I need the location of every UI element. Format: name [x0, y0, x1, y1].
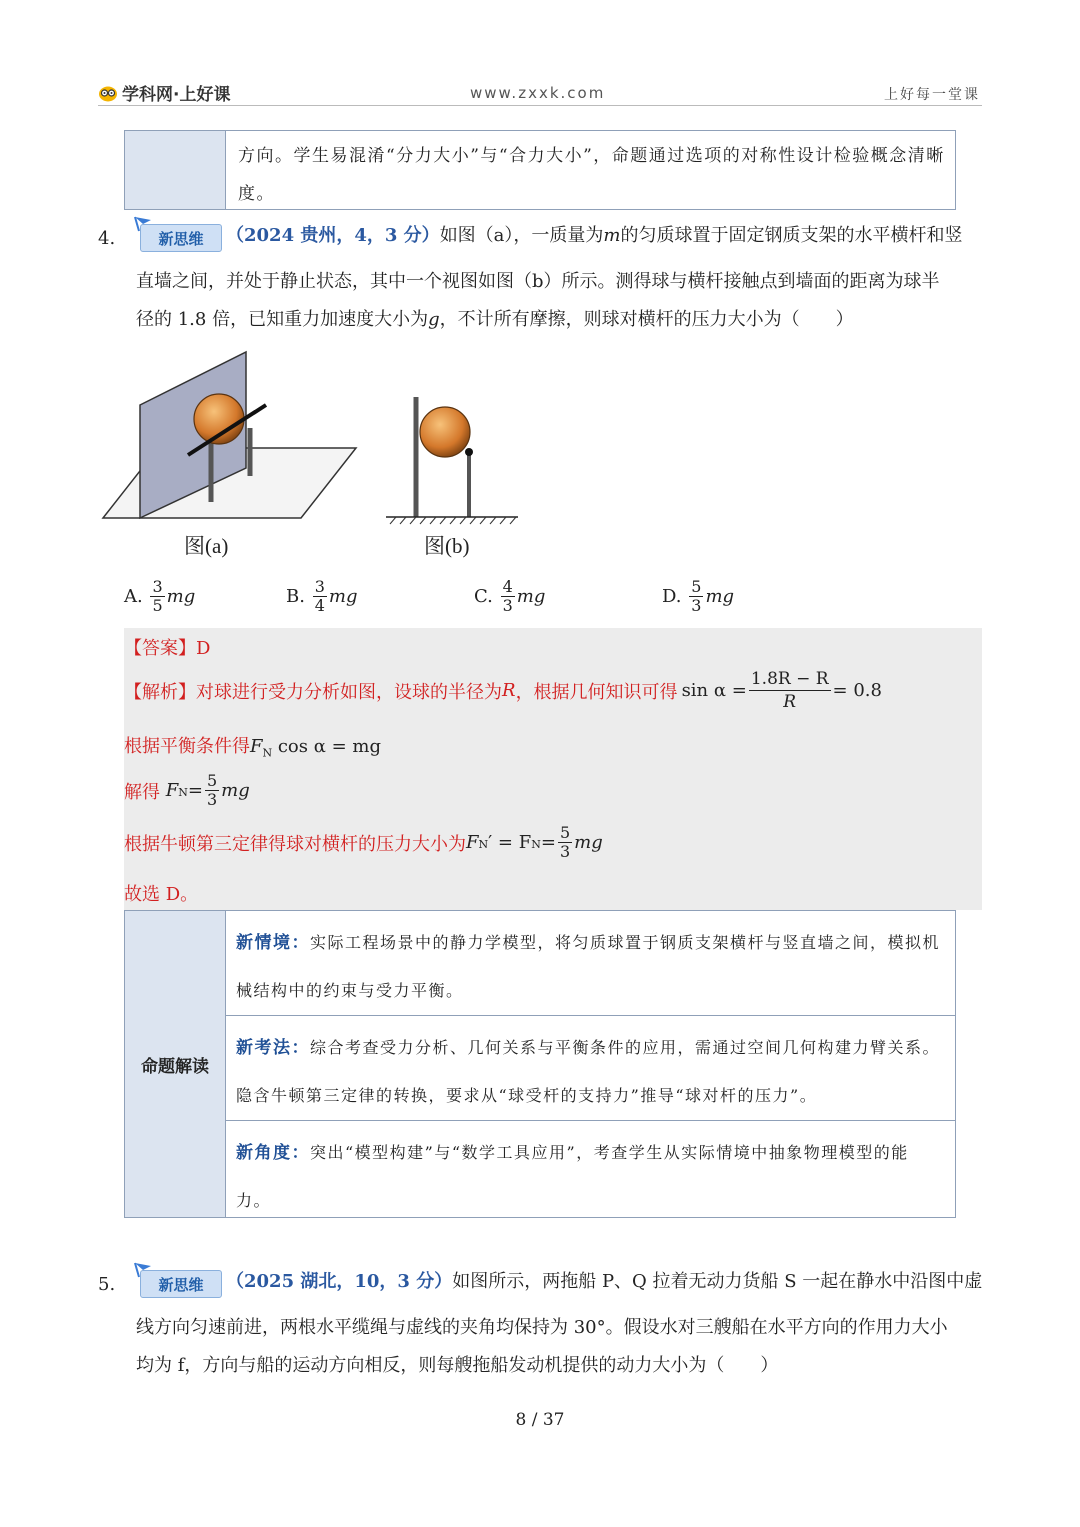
interpretation-row-situation — [226, 911, 955, 1016]
sin-numerator: 1.8R − R — [750, 669, 829, 689]
q5-text-a: 如图所示，两拖船 P、Q 拉着无动力货船 S 一起在静水中沿图中虚 — [452, 1271, 983, 1292]
newton-sub-2: N — [531, 838, 541, 851]
sin-denominator: R — [783, 692, 797, 712]
figure-b-caption: 图(b) — [424, 534, 470, 558]
row-head: 新情境： — [236, 933, 310, 953]
row-head: 新角度： — [236, 1143, 310, 1163]
solve-tail: mg — [221, 780, 250, 801]
option-c-denominator: 3 — [502, 596, 513, 615]
solve-text: 解得 — [124, 781, 160, 803]
balance-F: F — [250, 736, 263, 757]
solve-line — [124, 772, 250, 809]
continuation-box — [124, 130, 956, 210]
interpretation-label: 命题解读 — [125, 911, 226, 1217]
balance-rest: cos α = mg — [272, 736, 381, 757]
solve-fraction — [205, 772, 219, 809]
q4-var-g: g — [428, 309, 440, 330]
solve-sub: N — [178, 786, 188, 799]
solve-eq: = — [187, 780, 203, 801]
analysis-var-R: R — [502, 680, 516, 701]
question-5-badge — [140, 1270, 222, 1298]
question-4-badge — [140, 224, 222, 252]
option-d-numerator: 5 — [691, 577, 702, 596]
newton-fraction — [558, 824, 572, 861]
sin-fraction — [749, 668, 831, 713]
question-5-source: （2025 湖北，10，3 分） — [226, 1271, 453, 1292]
interpretation-rows — [226, 911, 955, 1217]
ball-side — [420, 407, 470, 457]
option-c[interactable] — [474, 578, 662, 615]
solve-F: F — [165, 780, 179, 801]
q4-text-b: 的匀质球置于固定钢质支架的水平横杆和竖 — [620, 225, 963, 246]
ground-hatching — [390, 517, 516, 524]
option-a-denominator: 5 — [152, 596, 163, 615]
solve-numerator: 5 — [206, 771, 218, 790]
question-4-line1 — [226, 216, 986, 256]
flag-icon — [133, 215, 153, 233]
continuation-label-cell — [125, 131, 226, 209]
analysis-text-2: ，根据几何知识可得 — [515, 681, 678, 703]
option-d-tail: mg — [705, 586, 735, 607]
option-b-fraction — [313, 578, 327, 615]
option-a-label: A. — [124, 586, 143, 607]
row-text: 综合考查受力分析、几何关系与平衡条件的应用，需通过空间几何构建力臂关系。隐含牛顿第三定律的转换，要求从“球受杆的支持力”推导“球对杆的压力”。 — [236, 1038, 941, 1105]
newton-line — [124, 824, 603, 861]
sin-result: = 0.8 — [832, 680, 882, 701]
badge-label: 新思维 — [158, 229, 204, 248]
brand-logo — [98, 80, 230, 105]
q4-text-c: 径的 1.8 倍，已知重力加速度大小为 — [136, 309, 429, 330]
brand-logo-text: 学科网·上好课 — [122, 85, 231, 105]
row-text: 实际工程场景中的静力学模型，将匀质球置于钢质支架横杆与竖直墙之间，模拟机械结构中的约束与受力平衡。 — [236, 933, 941, 1000]
figure-a — [98, 350, 368, 525]
solve-denominator: 3 — [206, 790, 218, 809]
option-b-tail: mg — [328, 586, 358, 607]
newton-sub: N — [478, 838, 489, 851]
newton-denominator: 3 — [559, 842, 571, 861]
owl-logo-icon — [98, 84, 118, 102]
newton-numerator: 5 — [559, 823, 571, 842]
option-a[interactable] — [124, 578, 286, 615]
analysis-line — [124, 668, 882, 713]
option-a-fraction — [150, 578, 164, 615]
crossbar-point — [465, 448, 473, 456]
option-d[interactable] — [662, 578, 822, 615]
row-head: 新考法： — [236, 1038, 310, 1058]
option-c-fraction — [501, 578, 515, 615]
newton-prime: ′ = F — [488, 832, 532, 853]
question-5-line1 — [226, 1262, 986, 1302]
site-url: www.zxxk.com — [470, 84, 606, 102]
newton-eq: = — [540, 832, 556, 853]
newton-F: F — [466, 832, 479, 853]
balance-sub: N — [262, 746, 273, 760]
q4-text-d: ，不计所有摩擦，则球对横杆的压力大小为（ ） — [439, 309, 854, 330]
answer-label: 【答案】D — [124, 638, 211, 659]
figure-a-caption: 图(a) — [184, 534, 229, 558]
q4-var-m: m — [603, 225, 621, 246]
option-a-tail: mg — [166, 586, 196, 607]
page-number: 8 / 37 — [515, 1410, 565, 1430]
option-b[interactable] — [286, 578, 474, 615]
option-c-tail: mg — [516, 586, 546, 607]
choose-line: 故选 D。 — [124, 884, 199, 905]
continuation-text: 方向。学生易混淆“分力大小”与“合力大小”，命题通过选项的对称性设计检验概念清晰度。 — [238, 146, 945, 204]
analysis-text: 对球进行受力分析如图，设球的半径为 — [196, 681, 502, 703]
sin-expression: sin α = — [681, 680, 747, 701]
option-b-label: B. — [286, 586, 305, 607]
newton-text: 根据牛顿第三定律得球对横杆的压力大小为 — [124, 833, 466, 855]
option-b-denominator: 4 — [314, 596, 325, 615]
balance-line — [124, 732, 381, 760]
option-d-label: D. — [662, 586, 682, 607]
option-a-numerator: 3 — [152, 577, 163, 596]
q4-text-a: 如图（a），一质量为 — [439, 225, 604, 246]
newton-tail: mg — [574, 832, 603, 853]
question-4-line3 — [136, 300, 986, 340]
flag-icon — [133, 1261, 153, 1279]
interpretation-row-method — [226, 1016, 955, 1121]
badge-label: 新思维 — [158, 1275, 204, 1294]
question-4-source: （2024 贵州，4，3 分） — [226, 225, 440, 246]
question-4-number: 4. — [98, 228, 116, 249]
question-4-line2: 直墙之间，并处于静止状态，其中一个视图如图（b）所示。测得球与横杆接触点到墙面的距离为球半 — [136, 271, 940, 292]
question-5-line3: 均为 f，方向与船的运动方向相反，则每艘拖船发动机提供的动力大小为（ ） — [136, 1355, 779, 1376]
balance-text: 根据平衡条件得 — [124, 736, 250, 757]
interpretation-table — [124, 910, 956, 1218]
option-c-label: C. — [474, 586, 493, 607]
interpretation-row-angle — [226, 1121, 955, 1225]
option-c-numerator: 4 — [502, 577, 513, 596]
question-5-number: 5. — [98, 1274, 116, 1295]
header-divider — [98, 105, 982, 106]
slogan: 上好每一堂课 — [884, 87, 980, 103]
analysis-label: 【解析】 — [124, 681, 196, 703]
figure-b — [384, 392, 520, 527]
option-b-numerator: 3 — [314, 577, 325, 596]
question-4-options — [124, 578, 822, 615]
option-d-denominator: 3 — [691, 596, 702, 615]
row-text: 突出“模型构建”与“数学工具应用”，考查学生从实际情境中抽象物理模型的能力。 — [236, 1143, 909, 1210]
option-d-fraction — [689, 578, 703, 615]
question-5-line2: 线方向匀速前进，两根水平缆绳与虚线的夹角均保持为 30°。假设水对三艘船在水平方向的作用力大小 — [136, 1317, 948, 1338]
